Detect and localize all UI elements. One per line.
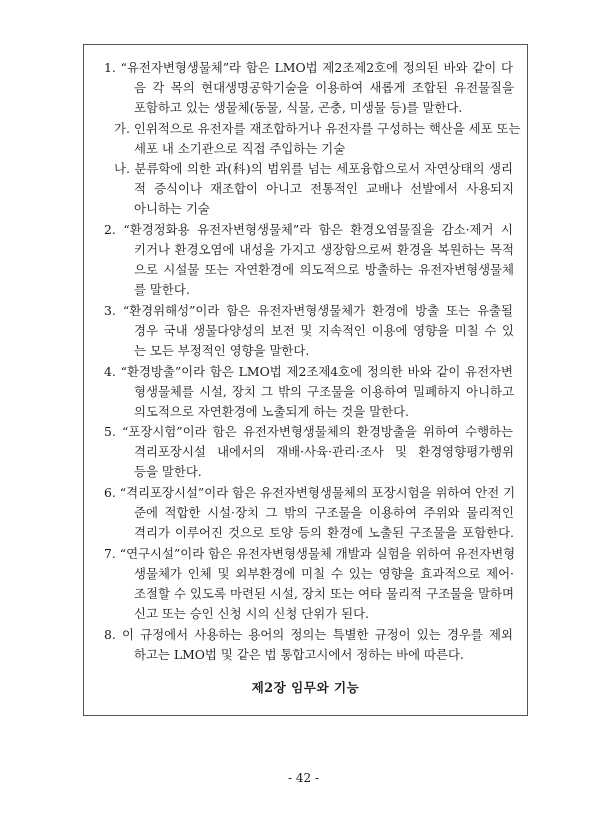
text-line: 세포 내 소기관으로 직접 주입하는 기술 bbox=[134, 141, 346, 156]
text-line: 적 증식이나 재조합이 아니고 전통적인 교배나 선발에서 사용되지 bbox=[134, 181, 514, 196]
text-line: 8. 이 규정에서 사용하는 용어의 정의는 특별한 규정이 있는 경우를 제외 bbox=[104, 627, 513, 642]
text-line: 음 각 목의 현대생명공학기술을 이용하여 새롭게 조합된 유전물질을 bbox=[134, 80, 514, 95]
text-line: 포함하고 있는 생물체(동물, 식물, 곤충, 미생물 등)를 말한다. bbox=[134, 100, 463, 115]
text-line: 나. 분류학에 의한 과(科)의 범위를 넘는 세포융합으로서 자연상태의 생리 bbox=[114, 161, 513, 176]
text-line: 경우 국내 생물다양성의 보전 및 지속적인 이용에 영향을 미칠 수 있 bbox=[134, 323, 514, 338]
text-line: 6. “격리포장시설”이라 함은 유전자변형생물체의 포장시험을 위하여 안전 기 bbox=[104, 485, 516, 500]
text-line: 를 말한다. bbox=[134, 282, 190, 297]
text-line: 형생물체를 시설, 장치 그 밖의 구조물을 이용하여 밀폐하지 아니하고 bbox=[134, 384, 514, 399]
text-line: 1. “유전자변형생물체”라 함은 LMO법 제2조제2호에 정의된 바와 같이 다 bbox=[104, 60, 513, 75]
text-line: 생물체가 인체 및 외부환경에 미칠 수 있는 영향을 효과적으로 제어· bbox=[134, 566, 514, 581]
text-line: 7. “연구시설”이라 함은 유전자변형생물체 개발과 실험을 위하여 유전자변형 bbox=[104, 546, 516, 561]
text-line: 는 모든 부정적인 영향을 말한다. bbox=[134, 343, 310, 358]
text-line: 키거나 환경오염에 내성을 가지고 생장함으로써 환경을 복원하는 목적 bbox=[134, 242, 514, 257]
text-line: 격리포장시설 내에서의 재배·사육·관리·조사 및 환경영향평가행위 bbox=[134, 444, 514, 459]
text-line: 의도적으로 자연환경에 노출되게 하는 것을 말한다. bbox=[134, 404, 409, 419]
page-number: - 42 - bbox=[287, 771, 319, 785]
chapter-heading: 제2장 임무와 기능 bbox=[251, 680, 360, 695]
text-line: 신고 또는 승인 신청 시의 신청 단위가 된다. bbox=[134, 606, 369, 621]
text-line: 조절할 수 있도록 마련된 시설, 장치 또는 여타 물리적 구조물을 말하며 bbox=[134, 586, 514, 601]
text-line: 으로 시설물 또는 자연환경에 의도적으로 방출하는 유전자변형생물체 bbox=[134, 262, 514, 277]
text-line: 5. “포장시험”이라 함은 유전자변형생물체의 환경방출을 위하여 수행하는 bbox=[104, 424, 513, 439]
text-line: 등을 말한다. bbox=[134, 464, 202, 479]
text-line: 아니하는 기술 bbox=[134, 201, 210, 216]
text-line: 하고는 LMO법 및 같은 법 통합고시에서 정하는 바에 따른다. bbox=[134, 647, 464, 662]
text-line: 3. “환경위해성”이라 함은 유전자변형생물체가 환경에 방출 또는 유출될 bbox=[104, 303, 513, 318]
text-line: 가. 인위적으로 유전자를 재조합하거나 유전자를 구성하는 핵산을 세포 또는 bbox=[114, 121, 521, 136]
text-line: 준에 적합한 시설·장치 그 밖의 구조물을 이용하여 주위와 물리적인 bbox=[134, 505, 514, 520]
text-line: 4. “환경방출”이라 함은 LMO법 제2조제4호에 정의한 바와 같이 유전자변 bbox=[104, 364, 513, 379]
text-line: 2. “환경정화용 유전자변형생물체”라 함은 환경오염물질을 감소·제거 시 bbox=[104, 222, 513, 237]
text-line: 격리가 이루어진 것으로 토양 등의 환경에 노출된 구조물을 포함한다. bbox=[134, 525, 514, 540]
